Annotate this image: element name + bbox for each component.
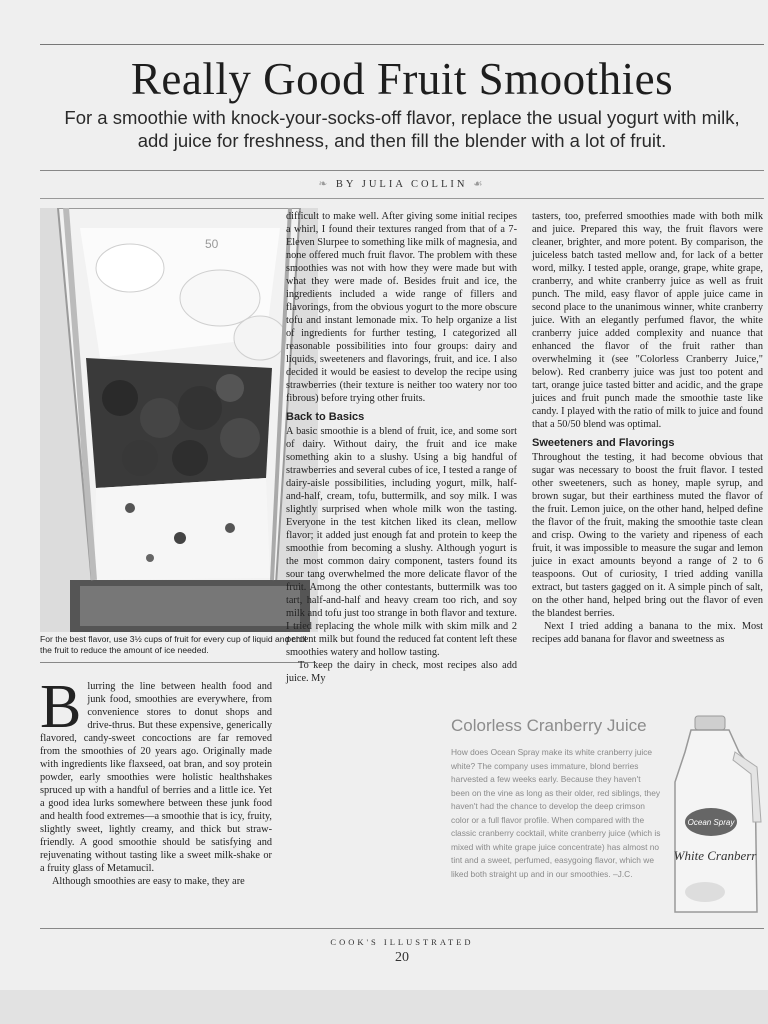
column-b-paragraph-2: A basic smoothie is a blend of fruit, ice, and some sort of dairy. Without dairy, the fruit and ice make something akin to a slushy. Using a big handful of strawberries and several cubes of ice, I tested a range of dairy-aisle possibilities, including yogurt, milk, half-and-half, cream, tofu, buttermilk, and soy milk. I was slightly surprised when whole milk won the tasting. Everyone in the test kitchen liked its clean, mellow flavor; it added just enough fat and protein to keep the smoothie from becoming a slushy. Although yogurt is the most common dairy component, tasters found its sour tang overwhelmed the more delicate flavor of the fruit. Among the other contestants, buttermilk was too tart, half-and-half and heavy cream too rich, and soy milk and tofu just too strange in both flavor and texture. I tried replacing the whole milk with skim milk and 2 percent milk but found the reduced fat content left these smoothies watery and hollow tasting. [286,426,517,658]
byline [40,178,764,190]
subhead-back-to-basics: Back to Basics [286,411,365,423]
column-c-paragraph-3: Next I tried adding a banana to the mix. Most recipes add banana for flavor and sweetness as [532,621,763,645]
footer-rule [40,928,764,929]
blender-measure-mark: 50 [205,237,219,251]
column-b-paragraph-1: difficult to make well. After giving some initial recipes a whirl, I found their textures ranged from that of a 7-Eleven Slurpee to something like milk of magnesia, and none offered much fruit flavor. The problem with these smoothies was not with how they were made but with what they were made of. Besides fruit and ice, the ingredients included a wide range of fillers and flavorings, from the obvious yogurt to the more obscure tofu and instant lemonade mix. To help organize a list of ingredients for further testing, I categorized all reasonable possibilities into four groups: dairy and liquids, sweeteners and flavorings, fruit, and ice. I also decided it would be easiest to develop the recipe using strawberries (their texture is neither too watery nor too fibrous) before trying other fruits. [286,211,517,404]
page-number: 20 [395,950,409,965]
subhead-sweeteners: Sweeteners and Flavorings [532,437,675,449]
sidebar-box [451,712,763,920]
top-rule [40,44,764,45]
article-title: Really Good Fruit Smoothies [130,54,674,104]
drop-cap: B [40,673,82,741]
column-a-paragraph-2: Although smoothies are easy to make, they are [52,876,245,887]
column-c-paragraph-2: Throughout the testing, it had become obvious that sugar was necessary to boost the fruit flavor. I tested other sweeteners, such as honey, maple syrup, and brown sugar, but their earthiness muted the flavor of the fruit. Lemon juice, on the other hand, helped define the flavor of the fruit, making the smoothie taste clean and crisp. Owing to the variety and ripeness of each fruit, it was impossible to measure the sugar and lemon juice in exact amounts beyond a range of 2 to 6 teaspoons. Out of curiosity, I tried adding vanilla extract, but tasters gagged on it. A simple pinch of salt, on the other hand, helped bring out the flavor of even the blandest berries. [532,452,763,619]
byline-ornament-left: ❧ [318,179,336,190]
photo-caption: For the best flavor, use 3½ cups of fruit for every cup of liquid and chill the fruit to reduce the amount of ice needed. [40,634,307,655]
juice-bottle-image [665,712,765,920]
column-b-paragraph-3: To keep the dairy in check, most recipes also add juice. My [286,660,517,684]
caption-rule [40,662,316,663]
byline-rule [40,198,764,199]
column-c [532,210,763,646]
dek-rule [40,170,764,171]
column-a [40,673,272,888]
sidebar-title: Colorless Cranberry Juice [451,716,647,735]
byline-text: BY JULIA COLLIN [335,179,468,190]
sidebar-body: How does Ocean Spray make its white cranberry juice white? The company uses immature, blond berries harvested a few weeks early. Because they haven't been on the vine as long as their older, red siblings, they haven't had the chance to develop the deep crimson color or a full flavor profile. When compared with the classic cranberry cocktail, white cranberry juice (which is mixed with white grape juice concentrate) has almost no tint and a sweet, perfumed, easygoing flavor, which we liked both straight up and in our smoothies. –J.C. [451,747,661,879]
intro-paragraph: lurring the line between health food and junk food, smoothies are everywhere, from convenience stores to donut shops and drive-thrus. But these expensive, generically flavored, candy-sweet concoctions are far removed from the smoothies of 20 years ago. Originally made with ingredients like flaxseed, oat bran, and soy protein powder, early smoothies were holistic healthshakes spruced up with a handful of berries and a little ice. Yet a good idea lurks somewhere between these junk food and health food extremes—a smoothie that is icy, fruity, slightly sweet, lightly creamy, and thick but straw-friendly. A good smoothie should be satisfying and rejuvenating without tasting like a sweet milk-shake or a fruity glass of Metamucil. [40,681,272,874]
column-c-paragraph-1: tasters, too, preferred smoothies made with both milk and juice. Prepared this way, the fruit flavors were cleaner, brighter, and more potent. By comparison, the juiceless batch tasted mellow and, for lack of a better word, milky. I tested apple, orange, grape, white grape, cranberry, and white cranberry juice as well as fruit punch. The mild, easy flavor of apple juice came in second place to the unanimous winner, white cranberry juice. With an elegantly perfumed flavor, the white cranberry juice added complexity and nuance that enhanced the flavor of the fruit rather than overwhelming it (see "Colorless Cranberry Juice," below). Red cranberry juice was just too potent and tart, orange juice tasted bitter and acidic, and the grape juices and fruit punch made the smoothie taste like candy. I played with the ratio of milk to juice and found that a 50/50 blend was optimal. [532,211,763,430]
byline-ornament-right: ☙ [467,179,486,190]
publication-name: COOK'S ILLUSTRATED [330,937,474,947]
blender-illustration [40,208,318,632]
article-dek: For a smoothie with knock-your-socks-off flavor, replace the usual yogurt with milk, add juice for freshness, and then fill the blender with a lot of fruit. [64,107,740,151]
blender-photo [40,208,318,632]
bottle-brand: Ocean Spray [687,818,735,827]
page-bottom-edge [0,990,768,1024]
column-b [286,210,517,685]
bottle-label: White Cranberr [673,848,757,863]
